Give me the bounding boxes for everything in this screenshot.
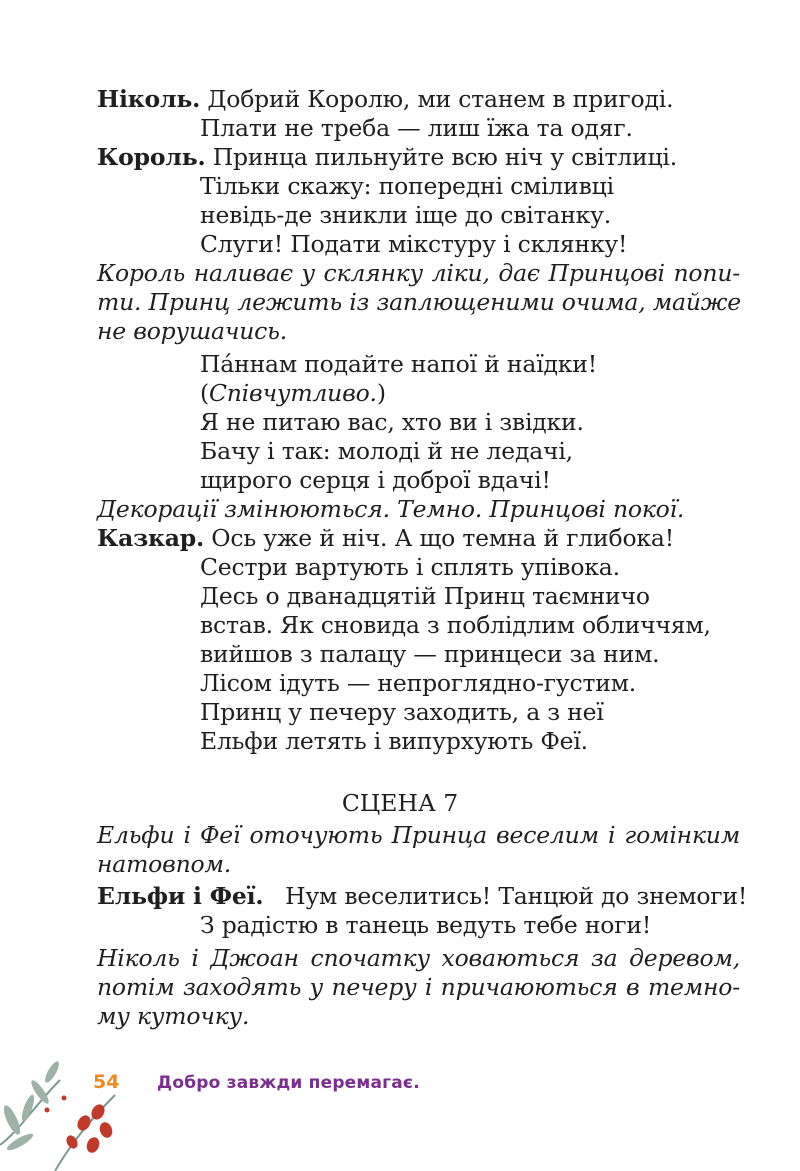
paren-close: ): [376, 379, 386, 407]
stage-direction: Декорації змінюються. Темно. Принцові покої.: [97, 495, 685, 523]
speaker-name: Ніколь.: [97, 85, 201, 113]
remark-text: Співчутливо.: [208, 379, 377, 407]
verse-line: невідь-де зникли іще до світанку.: [200, 201, 612, 229]
stage-direction: натовпом.: [97, 850, 232, 878]
verse-text: Ось уже й ніч. А що темна й глибока!: [211, 524, 674, 552]
verse-line: Плати не треба — лиш їжа та одяг.: [200, 114, 633, 142]
verse-line: Сестри вартують і сплять упівока.: [200, 553, 620, 581]
verse-line: Ельфи летять і випурхують Феї.: [200, 727, 588, 755]
stage-direction: потім заходять у печеру і причаюються в темно-: [97, 973, 740, 1001]
verse-line: Я не питаю вас, хто ви і звідки.: [200, 408, 584, 436]
stage-direction: му куточку.: [97, 1002, 250, 1030]
verse-text: Нум веселитись! Танцюй до знемоги!: [285, 882, 748, 910]
verse-line: Бачу і так: молоді й не ледачі,: [200, 437, 573, 465]
page-number: 54: [93, 1071, 120, 1093]
paren-open: (: [200, 379, 209, 407]
verse-line: Принц у печеру заходить, а з неї: [200, 698, 604, 726]
running-title: Добро завжди перемагає.: [157, 1073, 420, 1093]
verse-line: Тільки скажу: попередні сміливці: [200, 172, 614, 200]
verse-line: Десь о дванадцятій Принц таємничо: [200, 582, 650, 610]
stage-direction: Ельфи і Феї оточують Принца веселим і гомінким: [97, 821, 740, 849]
speaker-name: Казкар.: [97, 524, 205, 552]
verse-line: встав. Як сновида з поблідлим обличчям,: [200, 611, 711, 639]
verse-line: щирого серця і доброї вдачі!: [200, 466, 551, 494]
dialogue-line: [97, 524, 674, 553]
stage-direction: Ніколь і Джоан спочатку ховаються за деревом,: [97, 944, 740, 972]
stage-direction: не ворушачись.: [97, 317, 288, 345]
verse-line: З радістю в танець ведуть тебе ноги!: [200, 911, 652, 939]
verse-line: вийшов з палацу — принцеси за ним.: [200, 640, 660, 668]
stage-direction: Король наливає у склянку ліки, дає Принцові попи-: [97, 259, 740, 287]
branch-decoration-icon: [0, 1050, 130, 1171]
speaker-name: Ельфи і Феї.: [97, 882, 264, 910]
verse-line: Лісом ідуть — непроглядно-густим.: [200, 669, 637, 697]
speaker-name: Король.: [97, 143, 206, 171]
verse-text: Добрий Королю, ми станем в пригоді.: [207, 85, 674, 113]
verse-line: Слуги! Подати мікстуру і склянку!: [200, 230, 628, 258]
scene-title: СЦЕНА 7: [341, 789, 459, 817]
dialogue-line: [97, 85, 673, 114]
verse-line: Па́ннам подайте напої й наїдки!: [200, 350, 597, 378]
stage-direction: ти. Принц лежить із заплющеними очима, майже: [97, 288, 741, 316]
dialogue-line: [97, 143, 677, 172]
dialogue-line: [97, 882, 747, 911]
verse-text: Принца пильнуйте всю ніч у світлиці.: [212, 143, 677, 171]
verse-line: [200, 379, 386, 408]
